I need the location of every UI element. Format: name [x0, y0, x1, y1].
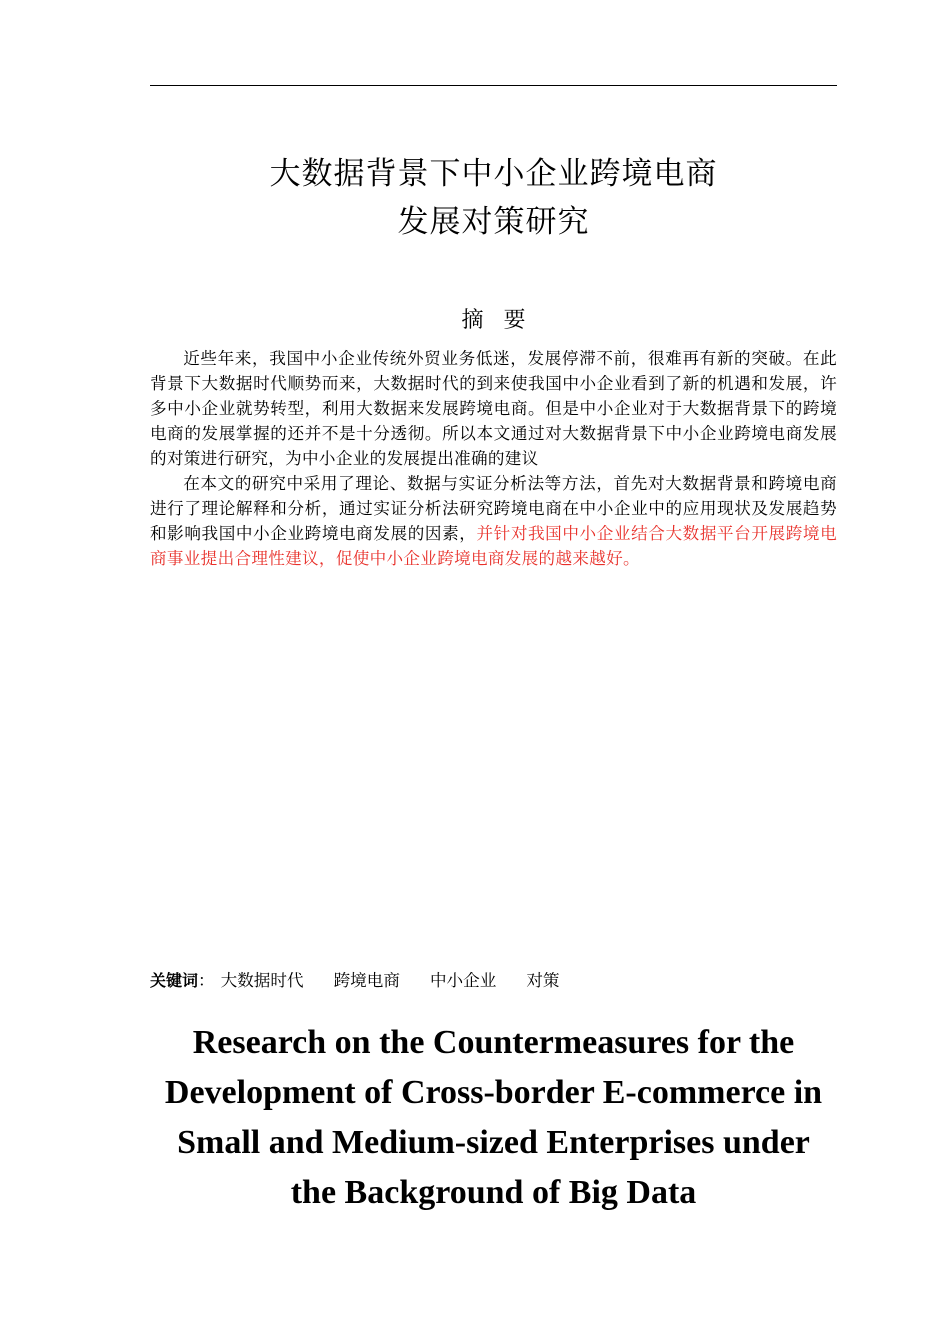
keywords-colon: ：: [198, 971, 215, 990]
english-title-line-2: Development of Cross-border E-commerce in: [164, 1074, 823, 1111]
english-title: [135, 1018, 852, 1218]
chinese-title-line-2: 发展对策研究: [397, 204, 590, 240]
header-rule: [150, 85, 837, 86]
abstract-paragraph-1: 近些年来，我国中小企业传统外贸业务低迷，发展停滞不前，很难再有新的突破。在此背景下大数据时代顺势而来，大数据时代的到来使我国中小企业看到了新的机遇和发展，许多中小企业就势转型，利用大数据来发展跨境电商。但是中小企业对于大数据背景下的跨境电商的发展掌握的还并不是十分透彻。所以本文通过对大数据背景下中小企业跨境电商发展的对策进行研究，为中小企业的发展提出准确的建议: [150, 349, 837, 468]
abstract-paragraph-2-text: 在本文的研究中采用了理论、数据与实证分析法等方法，首先对大数据背景和跨境电商进行了理论解释和分析，通过实证分析法研究跨境电商在中小企业中的应用现状及发展趋势和影响我国中小企业跨境电商发展的因素，: [150, 474, 837, 543]
keyword-item: 中小企业: [429, 971, 497, 990]
chinese-title: [150, 150, 837, 246]
abstract-highlighted-text: 并针对我国中小企业结合大数据平台开展跨境电商事业提出合理性建议，促使中小企业跨境电商发展的越来越好。: [150, 524, 837, 568]
english-title-line-1: Research on the Countermeasures for the: [192, 1024, 795, 1061]
keywords-line: [150, 968, 837, 994]
abstract-paragraph-2: [150, 471, 837, 571]
keyword-item: 大数据时代: [220, 971, 304, 990]
keyword-item: 对策: [526, 971, 560, 990]
english-title-line-4: the Background of Big Data: [290, 1174, 697, 1211]
abstract-heading: 摘要: [461, 308, 546, 333]
english-title-line-3: Small and Medium-sized Enterprises under: [177, 1124, 810, 1161]
abstract-body: [150, 346, 837, 571]
keyword-item: 跨境电商: [333, 971, 400, 990]
keywords-label: 关键词: [150, 971, 199, 990]
chinese-title-line-1: 大数据背景下中小企业跨境电商: [269, 156, 718, 192]
